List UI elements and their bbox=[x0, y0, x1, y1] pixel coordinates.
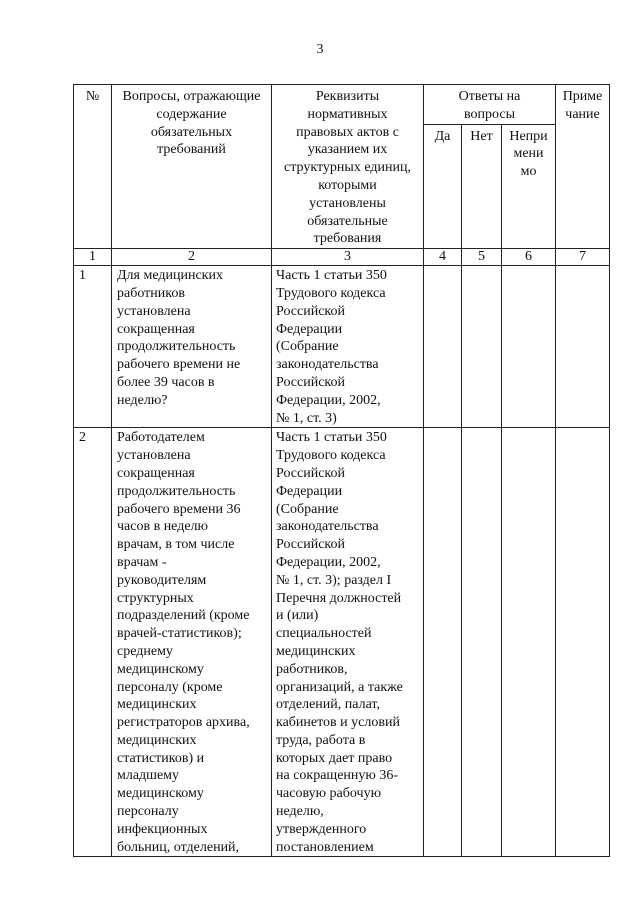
row-requisite: Часть 1 статьи 350 Трудового кодекса Российской Федерации (Собрание законодательства Российской Федерации, 2002, № 1, ст. 3) bbox=[272, 266, 424, 428]
header-answers: Ответы на вопросы bbox=[424, 85, 556, 125]
row-number: 1 bbox=[74, 266, 112, 428]
header-no: Нет bbox=[462, 124, 502, 249]
row-number: 2 bbox=[74, 428, 112, 857]
answer-not-applicable-cell bbox=[502, 266, 556, 428]
header-questions: Вопросы, отражающие содержание обязательных требований bbox=[112, 85, 272, 249]
column-number: 7 bbox=[556, 249, 610, 266]
answer-no-cell bbox=[462, 428, 502, 857]
header-note: Приме чание bbox=[556, 85, 610, 249]
header-num: № bbox=[74, 85, 112, 249]
row-question: Для медицинских работников установлена сокращенная продолжительность рабочего времени не более 39 часов в неделю? bbox=[112, 266, 272, 428]
column-number: 3 bbox=[272, 249, 424, 266]
header-yes: Да bbox=[424, 124, 462, 249]
answer-no-cell bbox=[462, 266, 502, 428]
header-requisites: Реквизиты нормативных правовых актов с указанием их структурных единиц, которыми установлены обязательные требования bbox=[272, 85, 424, 249]
header-not-applicable: Непри мени мо bbox=[502, 124, 556, 249]
note-cell bbox=[556, 428, 610, 857]
note-cell bbox=[556, 266, 610, 428]
table-row bbox=[74, 428, 610, 857]
column-number: 2 bbox=[112, 249, 272, 266]
table-row bbox=[74, 266, 610, 428]
row-question: Работодателем установлена сокращенная продолжительность рабочего времени 36 часов в неделю врачам, в том числе врачам - руководителям структурных подразделений (кроме врачей-статистиков); среднему медицинскому персоналу (кроме медицинских регистраторов архива, медицинских статистиков) и младшему медицинскому персоналу инфекционных больниц, отделений, bbox=[112, 428, 272, 857]
row-requisite: Часть 1 статьи 350 Трудового кодекса Российской Федерации (Собрание законодательства Российской Федерации, 2002, № 1, ст. 3); раздел I Перечня должностей и (или) специальностей медицинских работников, организаций, а также отделений, палат, кабинетов и условий труда, работа в которых дает право на сокращенную 36- часовую рабочую неделю, утвержденного постановлением bbox=[272, 428, 424, 857]
column-number: 1 bbox=[74, 249, 112, 266]
answer-not-applicable-cell bbox=[502, 428, 556, 857]
column-number: 4 bbox=[424, 249, 462, 266]
answer-yes-cell bbox=[424, 266, 462, 428]
column-number: 5 bbox=[462, 249, 502, 266]
page-number: 3 bbox=[316, 42, 324, 57]
column-numbers-row bbox=[74, 249, 610, 266]
requirements-checklist-table bbox=[73, 84, 610, 857]
column-number: 6 bbox=[502, 249, 556, 266]
header-row-top bbox=[74, 85, 610, 125]
answer-yes-cell bbox=[424, 428, 462, 857]
